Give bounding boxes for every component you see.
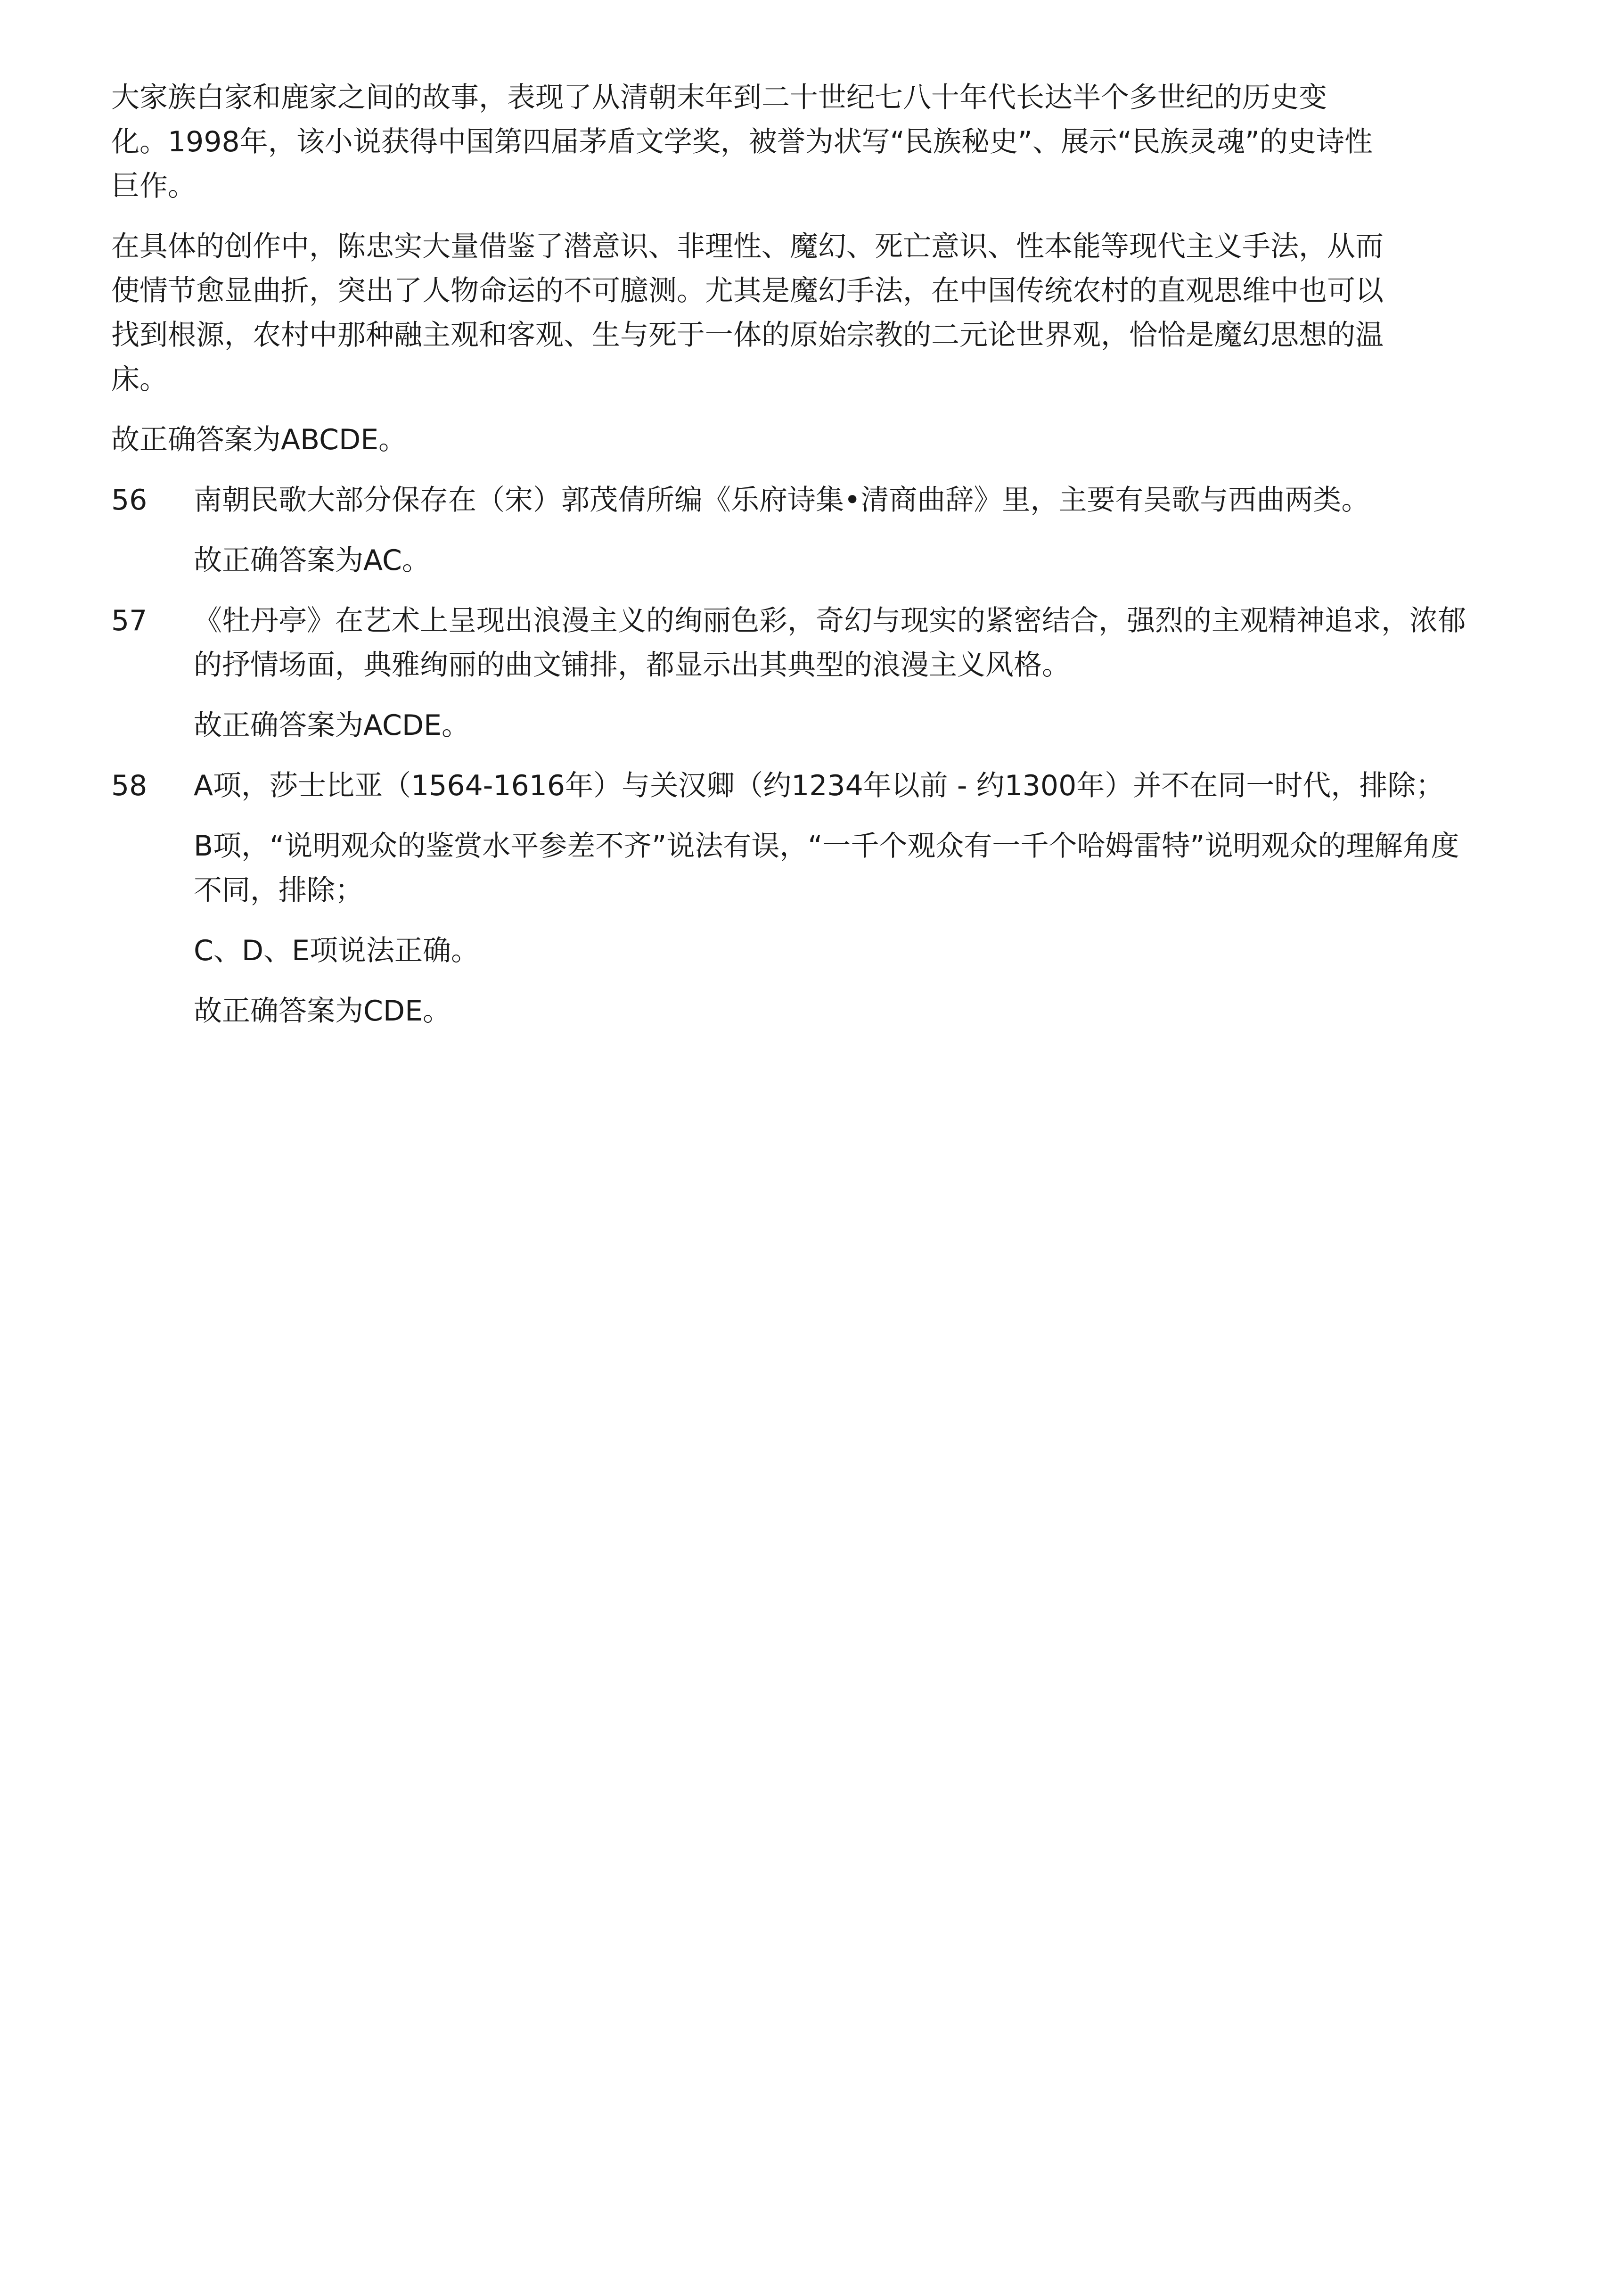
question-explanation: [194, 478, 1478, 583]
answer-text: 故正确答案为AC。: [194, 544, 430, 577]
explanation-text: 南朝民歌大部分保存在（宋）郭茂倩所编《乐府诗集•清商曲辞》里，主要有吴歌与西曲两类。: [194, 484, 1370, 517]
explanation-text: 《牡丹亭》在艺术上呈现出浪漫主义的绚丽色彩，奇幻与现实的紧密结合，强烈的主观精神追求，浓郁的抒情场面，典雅绚丽的曲文铺排，都显示出其典型的浪漫主义风格。: [194, 604, 1466, 682]
intro-paragraph-1: 大家族白家和鹿家之间的故事，表现了从清朝末年到二十世纪七八十年代长达半个多世纪的历史变化。1998年，该小说获得中国第四届茅盾文学奖，被誉为状写“民族秘史”、展示“民族灵魂”的史诗性巨作。: [111, 81, 1373, 203]
question-number: 58: [111, 769, 147, 802]
question-item-57: [111, 599, 1478, 748]
option-a-text: A项，莎士比亚（1564-1616年）与关汉卿（约1234年以前 - 约1300年）并不在同一时代，排除；: [194, 769, 1444, 802]
answer-text: 故正确答案为CDE。: [194, 995, 451, 1028]
question-explanation: [194, 764, 1478, 1033]
question-item-56: [111, 478, 1478, 583]
answer-text: 故正确答案为ACDE。: [194, 709, 470, 742]
intro-answer: 故正确答案为ABCDE。: [111, 423, 407, 456]
intro-paragraph-2: 在具体的创作中，陈忠实大量借鉴了潜意识、非理性、魔幻、死亡意识、性本能等现代主义手法，从而使情节愈显曲折，突出了人物命运的不可臆测。尤其是魔幻手法，在中国传统农村的直观思维中也可以找到根源，农村中那种融主观和客观、生与死于一体的原始宗教的二元论世界观，恰恰是魔幻思想的温床。: [111, 230, 1384, 396]
page-content: [111, 75, 1478, 1049]
question-explanation: [194, 599, 1478, 748]
question-number: 57: [111, 604, 147, 637]
question-number: 56: [111, 484, 147, 517]
option-cde-text: C、D、E项说法正确。: [194, 934, 480, 967]
question-item-58: [111, 764, 1478, 1033]
option-b-text: B项，“说明观众的鉴赏水平参差不齐”说法有误，“一千个观众有一千个哈姆雷特”说明观众的理解角度不同，排除；: [194, 830, 1459, 907]
